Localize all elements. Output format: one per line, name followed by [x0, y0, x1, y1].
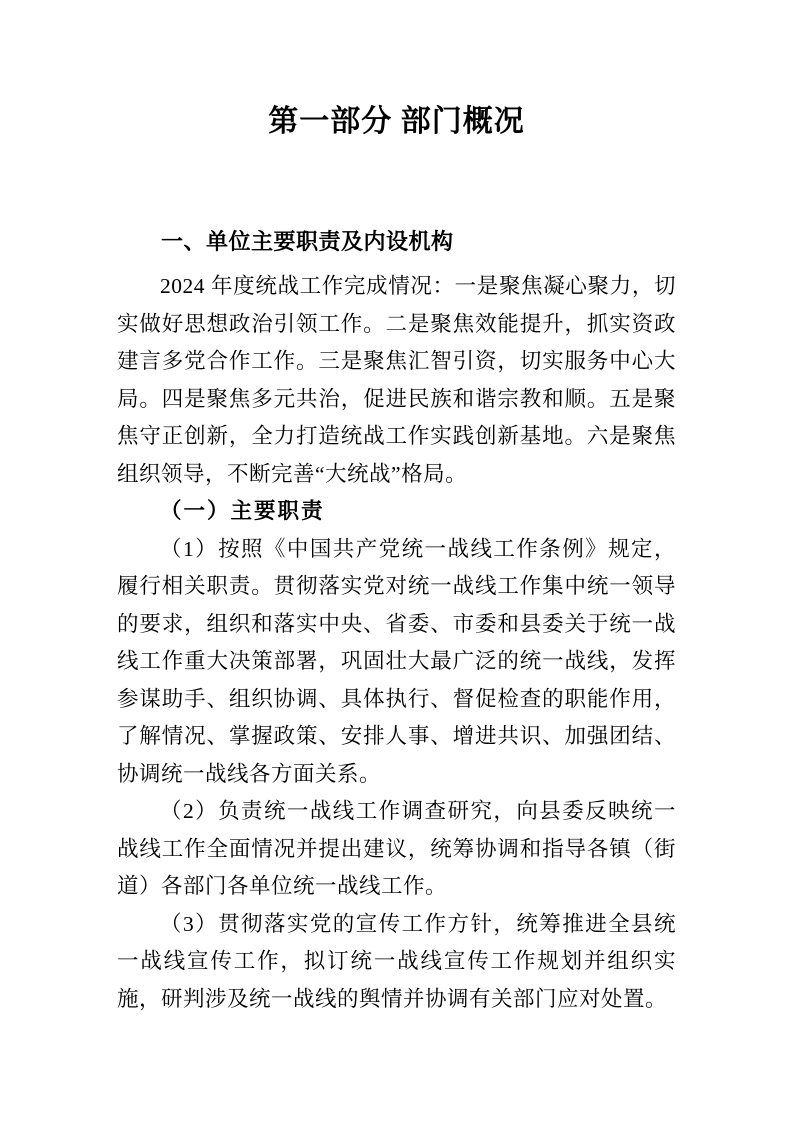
duty-item-2: （2）负责统一战线工作调查研究，向县委反映统一战线工作全面情况并提出建议，统筹协调和指导各镇（街道）各部门各单位统一战线工作。 [117, 799, 676, 898]
document-title: 第一部分 部门概况 [268, 105, 525, 138]
subsection-heading: （一）主要职责 [160, 499, 325, 523]
duty-item-3: （3）贯彻落实党的宣传工作方针，统筹推进全县统一战线宣传工作，拟订统一战线宣传工作规划并组织实施，研判涉及统一战线的舆情并协调有关部门应对处置。 [117, 911, 676, 1011]
intro-paragraph: 2024 年度统战工作完成情况：一是聚焦凝心聚力，切实做好思想政治引领工作。二是聚焦效能提升，抓实资政建言多党合作工作。三是聚焦汇智引资，切实服务中心大局。四是聚焦多元共治，促进民族和谐宗教和顺。五是聚焦守正创新，全力打造统战工作实践创新基地。六是聚焦组织领导，不断完善“大统战”格局。 [117, 274, 676, 486]
section-heading: 一、单位主要职责及内设机构 [161, 229, 454, 254]
duty-item-1: （1）按照《中国共产党统一战线工作条例》规定，履行相关职责。贯彻落实党对统一战线工作集中统一领导的要求，组织和落实中央、省委、市委和县委关于统一战线工作重大决策部署，巩固壮大最广泛的统一战线，发挥参谋助手、组织协调、具体执行、督促检查的职能作用，了解情况、掌握政策、安排人事、增进共识、加强团结、协调统一战线各方面关系。 [117, 536, 676, 786]
section-body [117, 268, 676, 1018]
